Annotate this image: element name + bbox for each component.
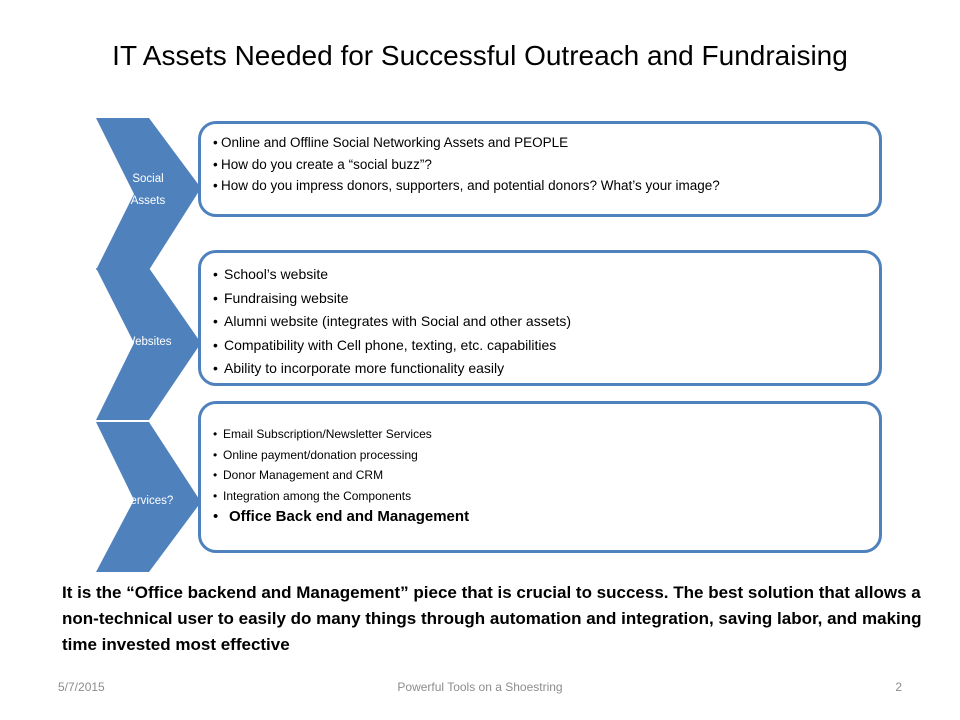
- page-number: 2: [895, 680, 902, 694]
- conclusion-note: It is the “Office backend and Management” piece that is crucial to success. The best solution that allows a non-technical user to easily do many things through automation and integration, saving labor, and making time invested most effective: [62, 583, 922, 654]
- bullet-item: • Compatibility with Cell phone, texting, etc. capabilities: [213, 334, 879, 358]
- footer-title: Powerful Tools on a Shoestring: [397, 680, 563, 694]
- social-assets-bullet-list: [213, 132, 879, 197]
- websites-label: [108, 331, 188, 353]
- social-label-line-2: Assets: [130, 195, 166, 207]
- bullet-item: • How do you impress donors, supporters, and potential donors? What’s your image?: [213, 175, 879, 197]
- bullet-item: • Online and Offline Social Networking Assets and PEOPLE: [213, 132, 879, 154]
- bullet-item: • Online payment/donation processing: [213, 445, 879, 466]
- social-assets-box: [198, 121, 882, 217]
- websites-box: [198, 250, 882, 386]
- bullet-item: • Integration among the Components: [213, 486, 879, 507]
- bullet-item: • Fundraising website: [213, 287, 879, 311]
- services-label-line: Services?: [122, 495, 174, 507]
- services-bullet-list: [213, 424, 879, 528]
- slide-title: IT Assets Needed for Successful Outreach and Fundraising: [112, 40, 848, 71]
- bullet-item: • School’s website: [213, 263, 879, 287]
- services-box: [198, 401, 882, 553]
- social-assets-label: [116, 168, 180, 212]
- services-label: [106, 490, 190, 512]
- social-label-line-1: Social: [132, 173, 164, 185]
- websites-label-line: Websites: [124, 336, 172, 348]
- bullet-item: • Alumni website (integrates with Social and other assets): [213, 310, 879, 334]
- bullet-item: • Ability to incorporate more functionality easily: [213, 357, 879, 381]
- emphasis-bullet-item: • Office Back end and Management: [213, 506, 879, 528]
- websites-bullet-list: [213, 263, 879, 381]
- bullet-item: • Email Subscription/Newsletter Services: [213, 424, 879, 445]
- bullet-item: • Donor Management and CRM: [213, 465, 879, 486]
- bullet-item: • How do you create a “social buzz”?: [213, 154, 879, 176]
- footer-date: 5/7/2015: [58, 680, 105, 694]
